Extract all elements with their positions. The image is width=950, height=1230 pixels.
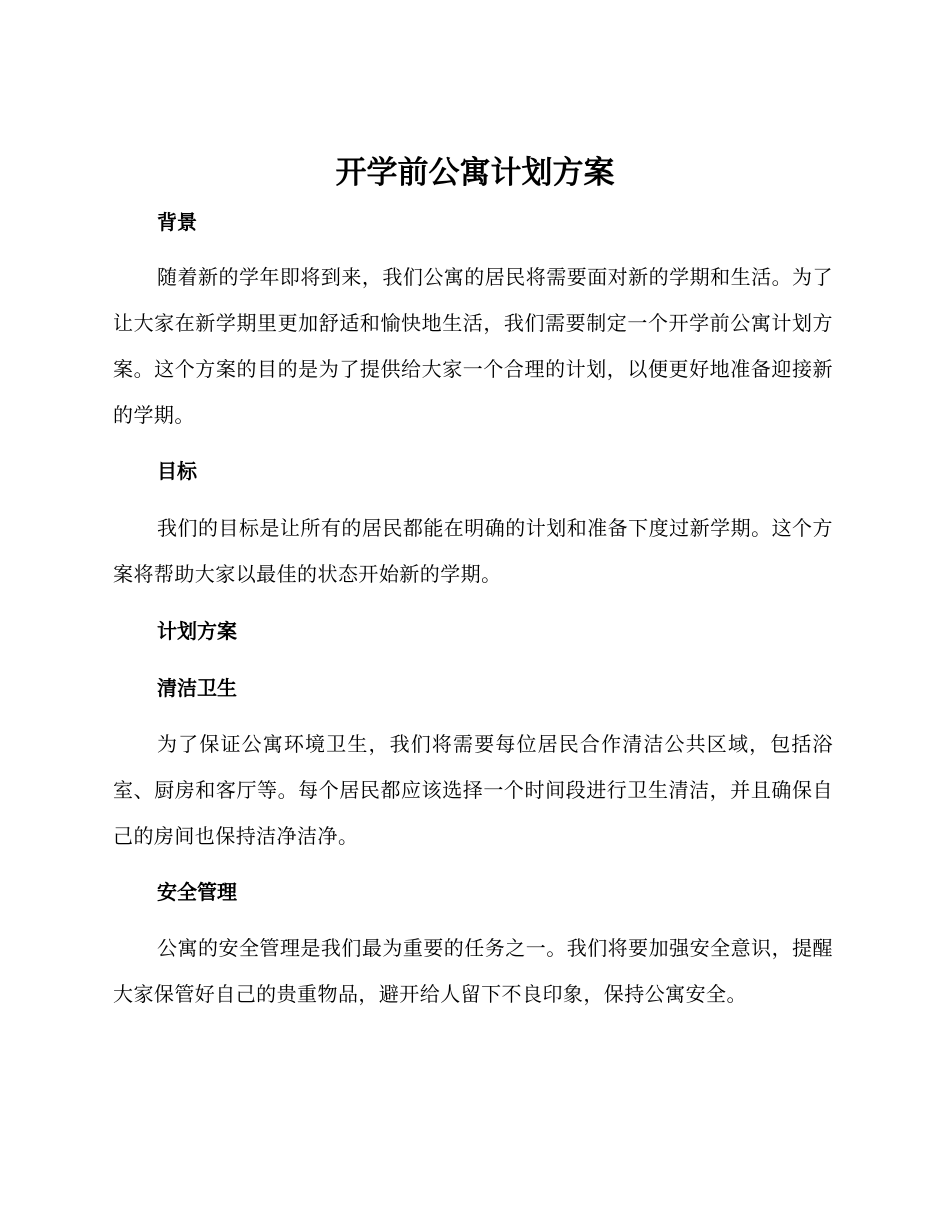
section-heading-plan: 计划方案	[157, 619, 237, 643]
section-body-cleaning: 为了保证公寓环境卫生，我们将需要每位居民合作清洁公共区域，包括浴室、厨房和客厅等。每个居民都应该选择一个时间段进行卫生清洁，并且确保自己的房间也保持洁净洁净。	[113, 732, 833, 848]
section-heading-cleaning: 清洁卫生	[157, 676, 237, 700]
section-body-goal: 我们的目标是让所有的居民都能在明确的计划和准备下度过新学期。这个方案将帮助大家以最佳的状态开始新的学期。	[113, 516, 833, 586]
section-body-background: 随着新的学年即将到来，我们公寓的居民将需要面对新的学期和生活。为了让大家在新学期里更加舒适和愉快地生活，我们需要制定一个开学前公寓计划方案。这个方案的目的是为了提供给大家一个合理的计划，以便更好地准备迎接新的学期。	[113, 265, 833, 427]
document-title: 开学前公寓计划方案	[335, 155, 615, 191]
section-heading-background: 背景	[157, 210, 197, 234]
section-body-safety: 公寓的安全管理是我们最为重要的任务之一。我们将要加强安全意识，提醒大家保管好自己的贵重物品，避开给人留下不良印象，保持公寓安全。	[113, 936, 833, 1006]
section-heading-goal: 目标	[157, 459, 197, 483]
section-heading-safety: 安全管理	[157, 880, 237, 904]
